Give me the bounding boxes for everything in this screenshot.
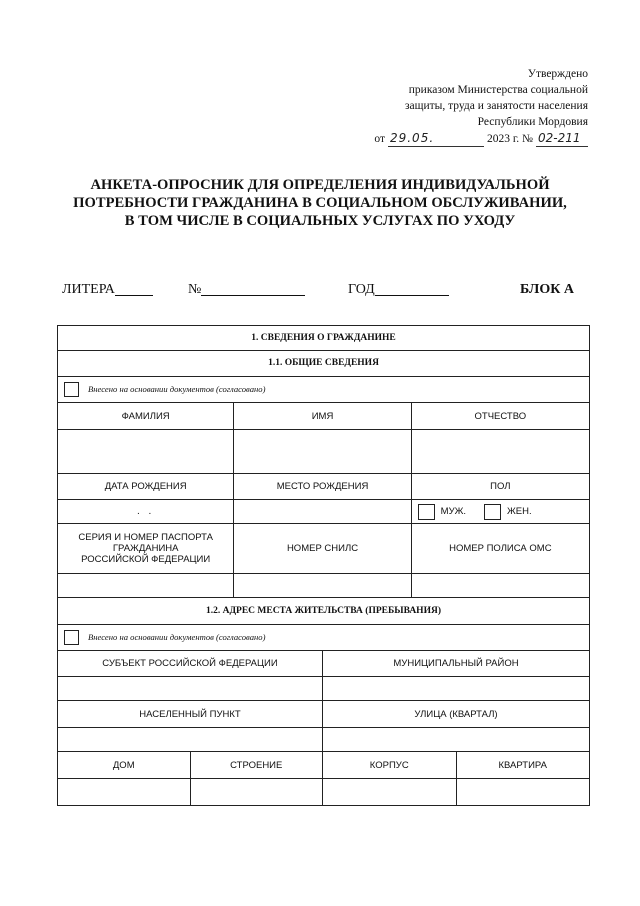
approval-line-3: защиты, труда и занятости населения [404,100,588,112]
male-label: МУЖ. [440,506,467,517]
subject-input[interactable] [58,677,323,700]
female-label: ЖЕН. [507,506,532,517]
handwritten-order-number: 02-211 [536,130,588,147]
district-header: МУНИЦИПАЛЬНЫЙ РАЙОН [393,658,519,669]
birth-place-header: МЕСТО РОЖДЕНИЯ [234,474,411,499]
handwritten-date: 29.05. [388,130,484,147]
approval-order-row [358,130,588,147]
locality-header-row [57,701,590,728]
approval-line-4: Республики Мордовия [477,116,588,128]
street-header: УЛИЦА (КВАРТАЛ) [414,708,498,720]
section-1-title: 1. СВЕДЕНИЯ О ГРАЖДАНИНЕ [251,332,396,343]
section-1-1-title: 1.1. ОБЩИЕ СВЕДЕНИЯ [268,358,379,368]
building-header: СТРОЕНИЕ [191,752,324,778]
number-blank[interactable] [201,282,305,296]
patronymic-header: ОТЧЕСТВО [474,410,527,422]
apartment-header: КВАРТИРА [498,759,547,771]
title-line-3: В ТОМ ЧИСЛЕ В СОЦИАЛЬНЫХ УСЛУГАХ ПО УХОДУ [124,213,516,229]
entered-note-row [57,377,590,403]
entered-note-2: Внесено на основании документов (согласовано) [88,632,266,642]
birth-header-row [57,474,590,500]
subject-header: СУБЪЕКТ РОССИЙСКОЙ ФЕДЕРАЦИИ [58,651,323,676]
entered-note-row-2 [57,625,590,651]
entered-checkbox[interactable] [64,382,79,397]
surname-header: ФАМИЛИЯ [58,403,234,429]
snils-header: НОМЕР СНИЛС [234,524,411,573]
surname-input[interactable] [58,430,234,473]
region-header-row [57,651,590,677]
section-1-2-title: 1.2. АДРЕС МЕСТА ЖИТЕЛЬСТВА (ПРЕБЫВАНИЯ) [206,605,441,616]
house-header-row [57,752,590,779]
document-title [40,176,600,230]
birth-place-input[interactable] [234,500,411,523]
entered-checkbox-cell-2 [58,625,589,650]
year-field[interactable] [348,282,375,298]
year-label: ГОД [348,282,375,297]
citizen-form [57,325,590,806]
documents-input-row [57,574,590,598]
locality-header: НАСЕЛЕННЫЙ ПУНКТ [58,701,323,727]
patronymic-input[interactable] [412,430,589,473]
house-input[interactable] [58,779,191,805]
locality-input[interactable] [58,728,323,751]
litera-blank[interactable] [115,282,153,296]
street-input[interactable] [323,728,589,751]
building-input[interactable] [191,779,324,805]
birth-date-input[interactable]: . . [58,500,234,523]
approval-line-2: приказом Министерства социальной [408,84,588,96]
subsection-row [57,351,590,377]
locality-input-row [57,728,590,752]
birth-input-row [57,500,590,524]
gender-header: ПОЛ [490,481,511,492]
male-checkbox[interactable] [418,504,435,520]
passport-header-line-3: РОССИЙСКОЙ ФЕДЕРАЦИИ [81,554,211,565]
title-line-2: ПОТРЕБНОСТИ ГРАЖДАНИНА В СОЦИАЛЬНОМ ОБСЛУЖИВАНИИ, [73,195,567,211]
district-input[interactable] [323,677,589,700]
house-input-row [57,779,590,806]
house-header: ДОМ [58,752,191,778]
oms-input[interactable] [412,574,589,597]
approval-line-1: Утверждено [527,68,588,80]
female-checkbox[interactable] [484,504,501,520]
passport-header [58,524,234,573]
name-header-row [57,403,590,430]
number-label: № [188,282,202,297]
corpus-input[interactable] [323,779,457,805]
approval-stamp [358,66,588,147]
section-header-row [57,325,590,351]
block-label: БЛОК А [520,282,574,297]
name-input[interactable] [234,430,411,473]
apartment-input[interactable] [457,779,590,805]
year-text: 2023 г. № [486,133,533,145]
passport-header-line-1: СЕРИЯ И НОМЕР ПАСПОРТА [78,532,213,543]
passport-header-line-2: ГРАЖДАНИНА [112,543,179,554]
name-header: ИМЯ [234,403,411,429]
address-section-row [57,598,590,625]
litera-field[interactable] [62,282,115,298]
from-label: от [374,133,385,145]
meta-row [62,282,582,302]
birth-date-header: ДАТА РОЖДЕНИЯ [58,474,234,499]
gender-options [412,500,589,523]
documents-header-row [57,524,590,574]
entered-checkbox-2[interactable] [64,630,79,645]
passport-input[interactable] [58,574,234,597]
corpus-header: КОРПУС [323,752,457,778]
region-input-row [57,677,590,701]
entered-note: Внесено на основании документов (согласовано) [88,384,266,394]
name-input-row [57,430,590,474]
litera-label: ЛИТЕРА [62,282,115,297]
title-line-1: АНКЕТА-ОПРОСНИК ДЛЯ ОПРЕДЕЛЕНИЯ ИНДИВИДУАЛЬНОЙ [90,177,550,193]
oms-header: НОМЕР ПОЛИСА ОМС [449,543,552,554]
snils-input[interactable] [234,574,411,597]
entered-checkbox-cell [58,377,589,402]
number-field[interactable] [188,282,201,298]
year-blank[interactable] [375,282,449,296]
